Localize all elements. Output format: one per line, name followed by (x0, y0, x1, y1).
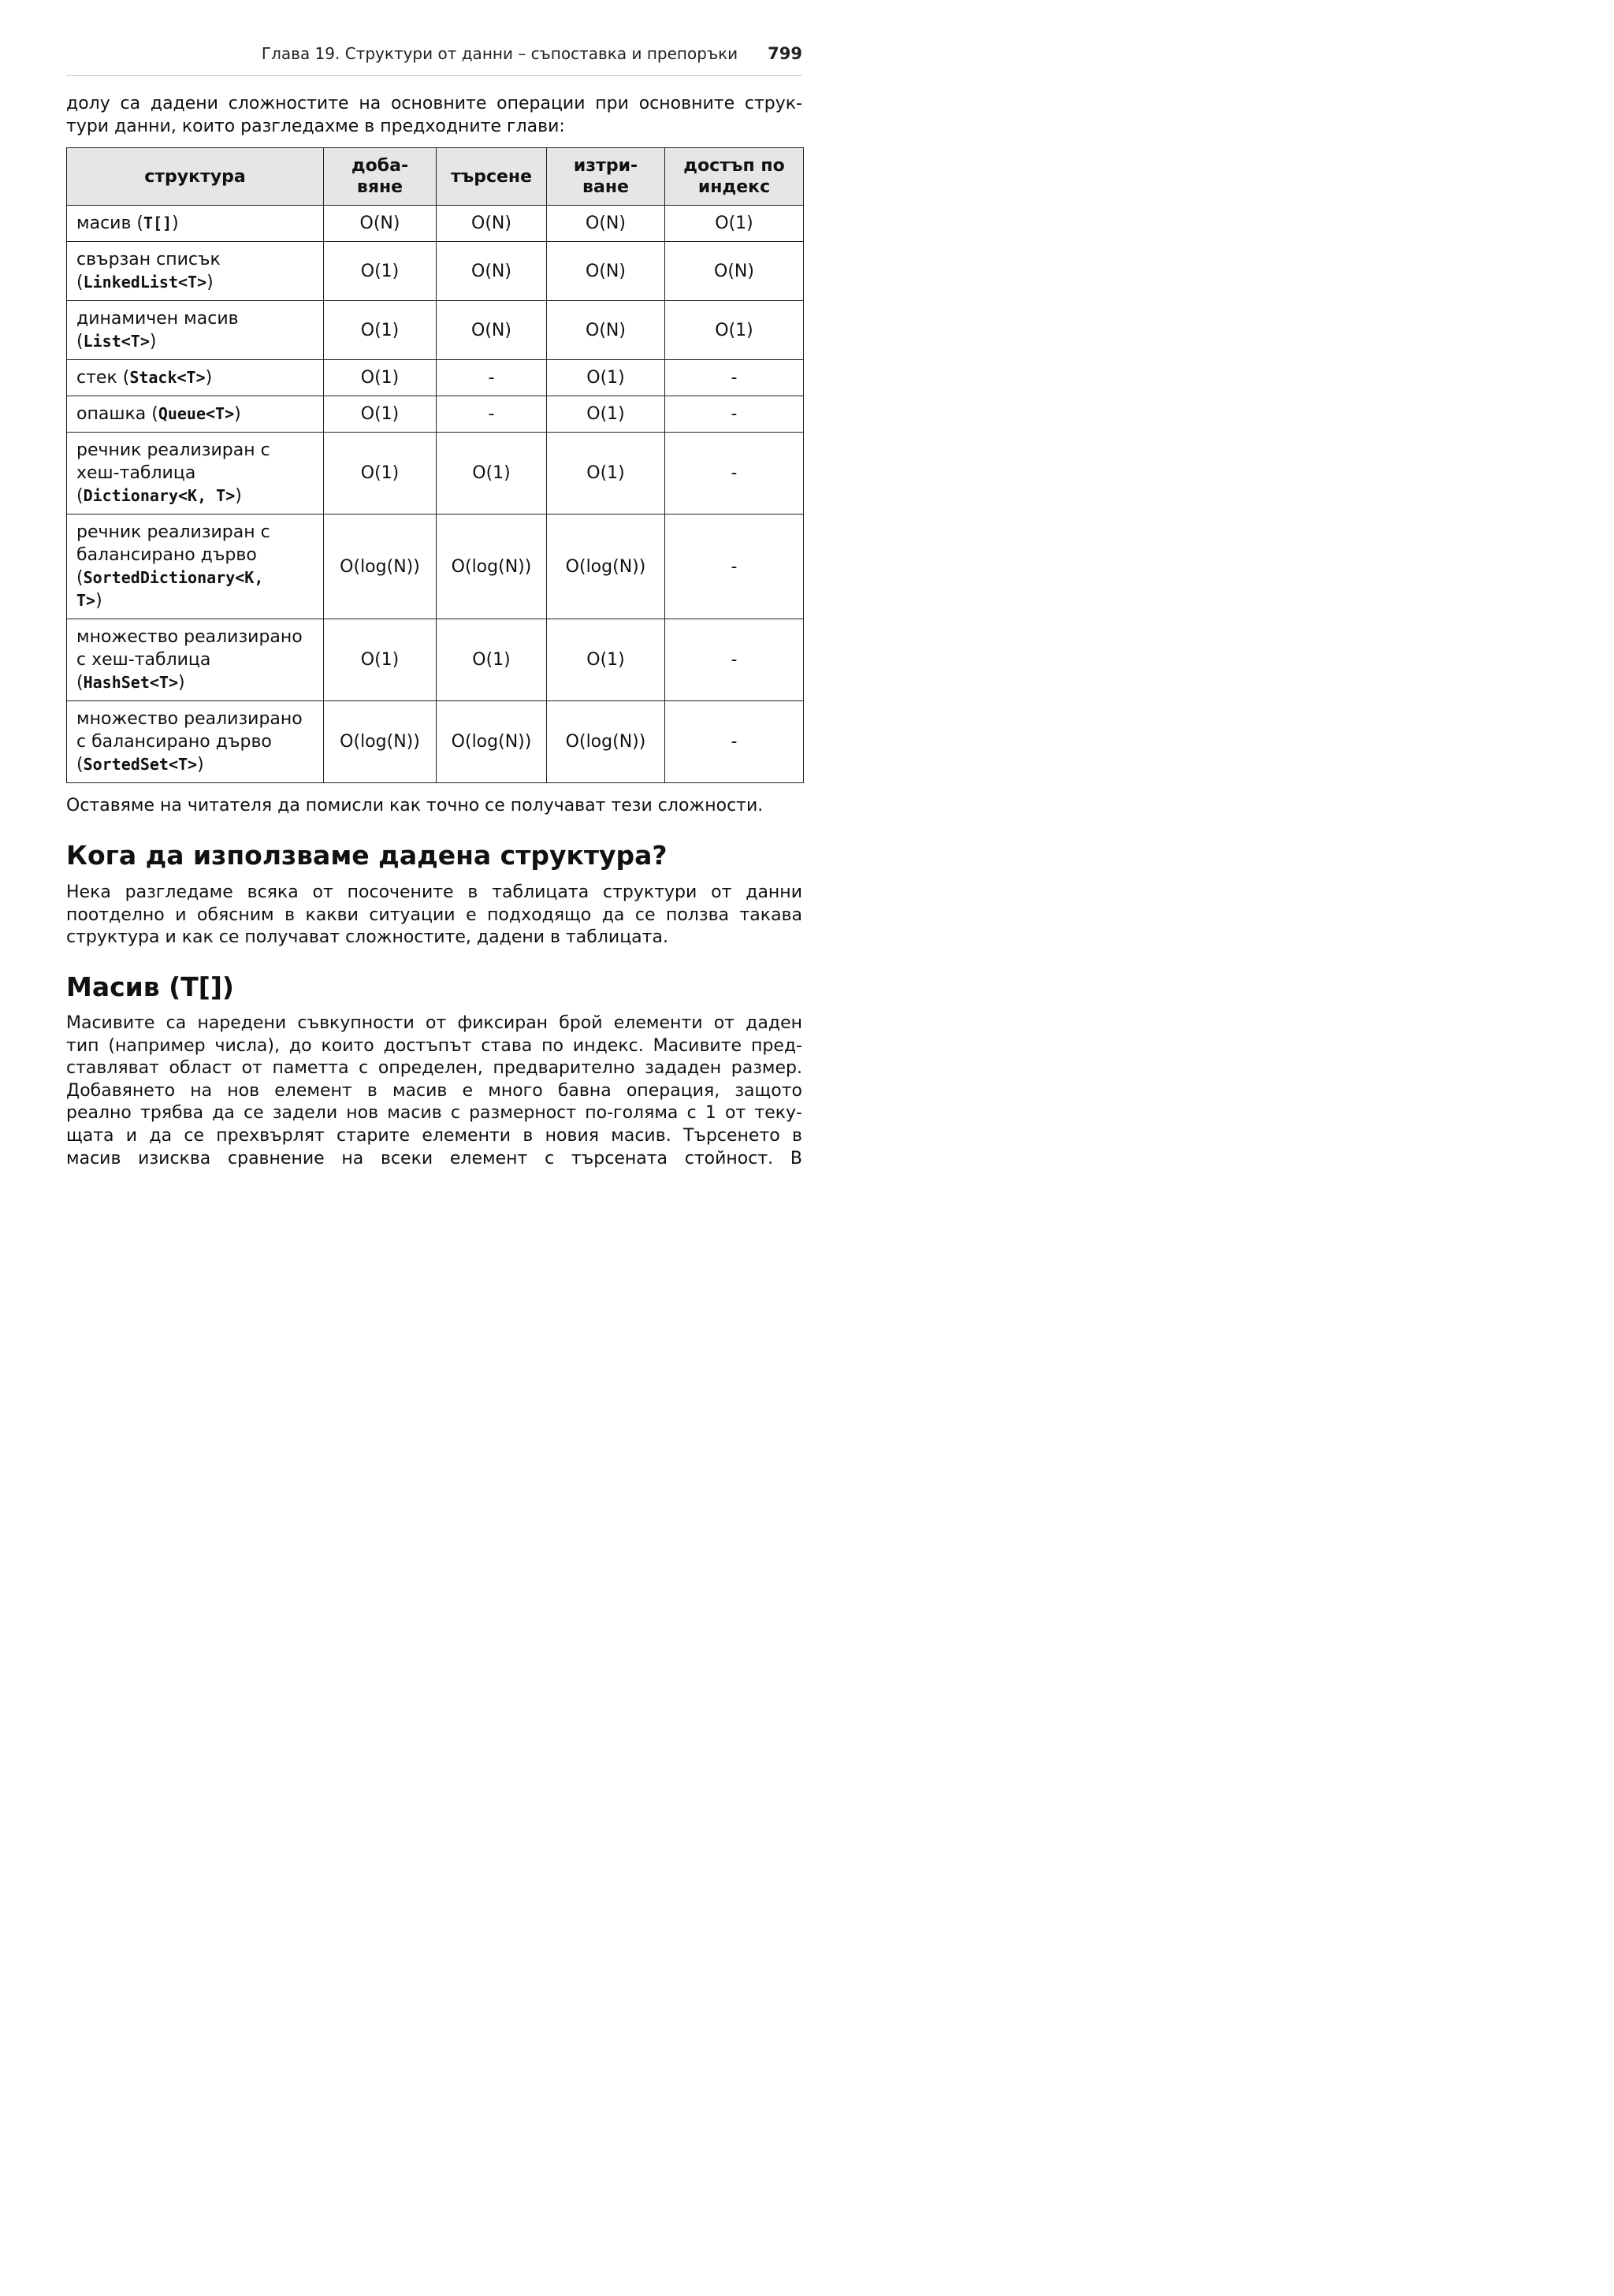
text-line: Оставяме на читателя да помисли как точно се получават тези сложности. (66, 796, 764, 815)
table-row (67, 360, 804, 396)
chapter-title: Глава 19. Структури от данни – съпоставка и препоръки (261, 44, 738, 63)
table-row (67, 515, 804, 619)
index-access-complexity-cell: - (665, 396, 804, 433)
add-complexity-cell: O(1) (324, 619, 437, 701)
section-heading-array: Масив (T[]) (66, 972, 235, 1002)
col-header-add: доба- вяне (324, 148, 437, 206)
structure-name-cell: свързан списък (LinkedList<T>) (67, 242, 324, 301)
add-complexity-cell: O(log(N)) (324, 515, 437, 619)
delete-complexity-cell: O(1) (547, 619, 665, 701)
text-line: долу са дадени сложностите на основните операции при основните струк- (66, 94, 802, 113)
structure-name-cell: речник реализиран с балансирано дърво (SortedDictionary<K, T>) (67, 515, 324, 619)
type-name-code: List<T> (83, 332, 150, 351)
delete-complexity-cell: O(log(N)) (547, 701, 665, 783)
search-complexity-cell: O(1) (437, 619, 547, 701)
type-name-code: LinkedList<T> (83, 273, 207, 292)
index-access-complexity-cell: O(1) (665, 206, 804, 242)
section2-paragraph (66, 1012, 802, 1170)
delete-complexity-cell: O(N) (547, 301, 665, 360)
index-access-complexity-cell: - (665, 433, 804, 515)
delete-complexity-cell: O(1) (547, 433, 665, 515)
table-row (67, 242, 804, 301)
header-divider (66, 75, 802, 76)
add-complexity-cell: O(1) (324, 301, 437, 360)
index-access-complexity-cell: - (665, 619, 804, 701)
structure-name-cell: множество реализирано с балансирано дърво (SortedSet<T>) (67, 701, 324, 783)
table-row (67, 396, 804, 433)
index-access-complexity-cell: - (665, 360, 804, 396)
type-name-code: T[] (143, 214, 173, 232)
type-name-code: HashSet<T> (83, 673, 179, 692)
text-line: щата и да се прехвърлят старите елементи в новия масив. Търсенето в (66, 1125, 802, 1146)
running-header (66, 44, 802, 68)
structure-name-cell: речник реализиран с хеш-таблица (Dictionary<K, T>) (67, 433, 324, 515)
index-access-complexity-cell: O(1) (665, 301, 804, 360)
after-table-paragraph (66, 795, 802, 818)
search-complexity-cell: O(log(N)) (437, 515, 547, 619)
intro-paragraph (66, 93, 802, 138)
table-row (67, 301, 804, 360)
table-row (67, 206, 804, 242)
search-complexity-cell: - (437, 360, 547, 396)
add-complexity-cell: O(N) (324, 206, 437, 242)
structure-name-cell: масив (T[]) (67, 206, 324, 242)
add-complexity-cell: O(1) (324, 242, 437, 301)
add-complexity-cell: O(1) (324, 433, 437, 515)
section1-paragraph (66, 882, 802, 949)
text-line: реално трябва да се задели нов масив с размерност по-голяма с 1 от теку- (66, 1103, 802, 1124)
delete-complexity-cell: O(N) (547, 242, 665, 301)
search-complexity-cell: O(N) (437, 206, 547, 242)
table-body (67, 206, 804, 783)
text-line: Нека разгледаме всяка от посочените в таблицата структури от данни (66, 882, 802, 902)
text-line: тип (например числа), до които достъпът става по индекс. Масивите пред- (66, 1035, 802, 1056)
complexity-table (66, 147, 804, 783)
type-name-code: SortedSet<T> (83, 755, 198, 774)
type-name-code: Stack<T> (129, 368, 206, 387)
text-line: поотделно и обясним в какви ситуации е подходящо да се ползва такава (66, 905, 802, 925)
col-header-search: търсене (437, 148, 547, 206)
delete-complexity-cell: O(log(N)) (547, 515, 665, 619)
delete-complexity-cell: O(1) (547, 396, 665, 433)
text-line: структура и как се получават сложностите, дадени в таблицата. (66, 927, 668, 948)
col-header-delete: изтри- ване (547, 148, 665, 206)
search-complexity-cell: - (437, 396, 547, 433)
text-line: масив изисква сравнение на всеки елемент с търсената стойност. В (66, 1148, 802, 1168)
text-line: Масивите са наредени съвкупности от фиксиран брой елементи от даден (66, 1013, 802, 1033)
search-complexity-cell: O(1) (437, 433, 547, 515)
page-number: 799 (768, 44, 802, 63)
text-line: тури данни, които разгледахме в предходните глави: (66, 116, 565, 136)
structure-name-cell: стек (Stack<T>) (67, 360, 324, 396)
table-row (67, 433, 804, 515)
add-complexity-cell: O(log(N)) (324, 701, 437, 783)
table-row (67, 701, 804, 783)
structure-name-cell: опашка (Queue<T>) (67, 396, 324, 433)
text-line: Добавянето на нов елемент в масив е много бавна операция, защото (66, 1080, 802, 1101)
structure-name-cell: динамичен масив (List<T>) (67, 301, 324, 360)
structure-name-cell: множество реализирано с хеш-таблица (HashSet<T>) (67, 619, 324, 701)
delete-complexity-cell: O(1) (547, 360, 665, 396)
type-name-code: SortedDictionary<K, T> (76, 568, 264, 610)
search-complexity-cell: O(N) (437, 301, 547, 360)
index-access-complexity-cell: - (665, 701, 804, 783)
search-complexity-cell: O(log(N)) (437, 701, 547, 783)
index-access-complexity-cell: - (665, 515, 804, 619)
col-header-index-access: достъп по индекс (665, 148, 804, 206)
search-complexity-cell: O(N) (437, 242, 547, 301)
section-heading-when-to-use: Кога да използваме дадена структура? (66, 840, 668, 871)
text-line: ставляват област от паметта с определен, предварително зададен размер. (66, 1058, 802, 1079)
index-access-complexity-cell: O(N) (665, 242, 804, 301)
delete-complexity-cell: O(N) (547, 206, 665, 242)
table-header (67, 148, 804, 206)
type-name-code: Queue<T> (158, 404, 235, 423)
table-row (67, 619, 804, 701)
book-page (0, 0, 867, 1233)
header-row (67, 148, 804, 206)
type-name-code: Dictionary<K, T> (83, 486, 236, 505)
add-complexity-cell: O(1) (324, 396, 437, 433)
col-header-structure: структура (67, 148, 324, 206)
add-complexity-cell: O(1) (324, 360, 437, 396)
